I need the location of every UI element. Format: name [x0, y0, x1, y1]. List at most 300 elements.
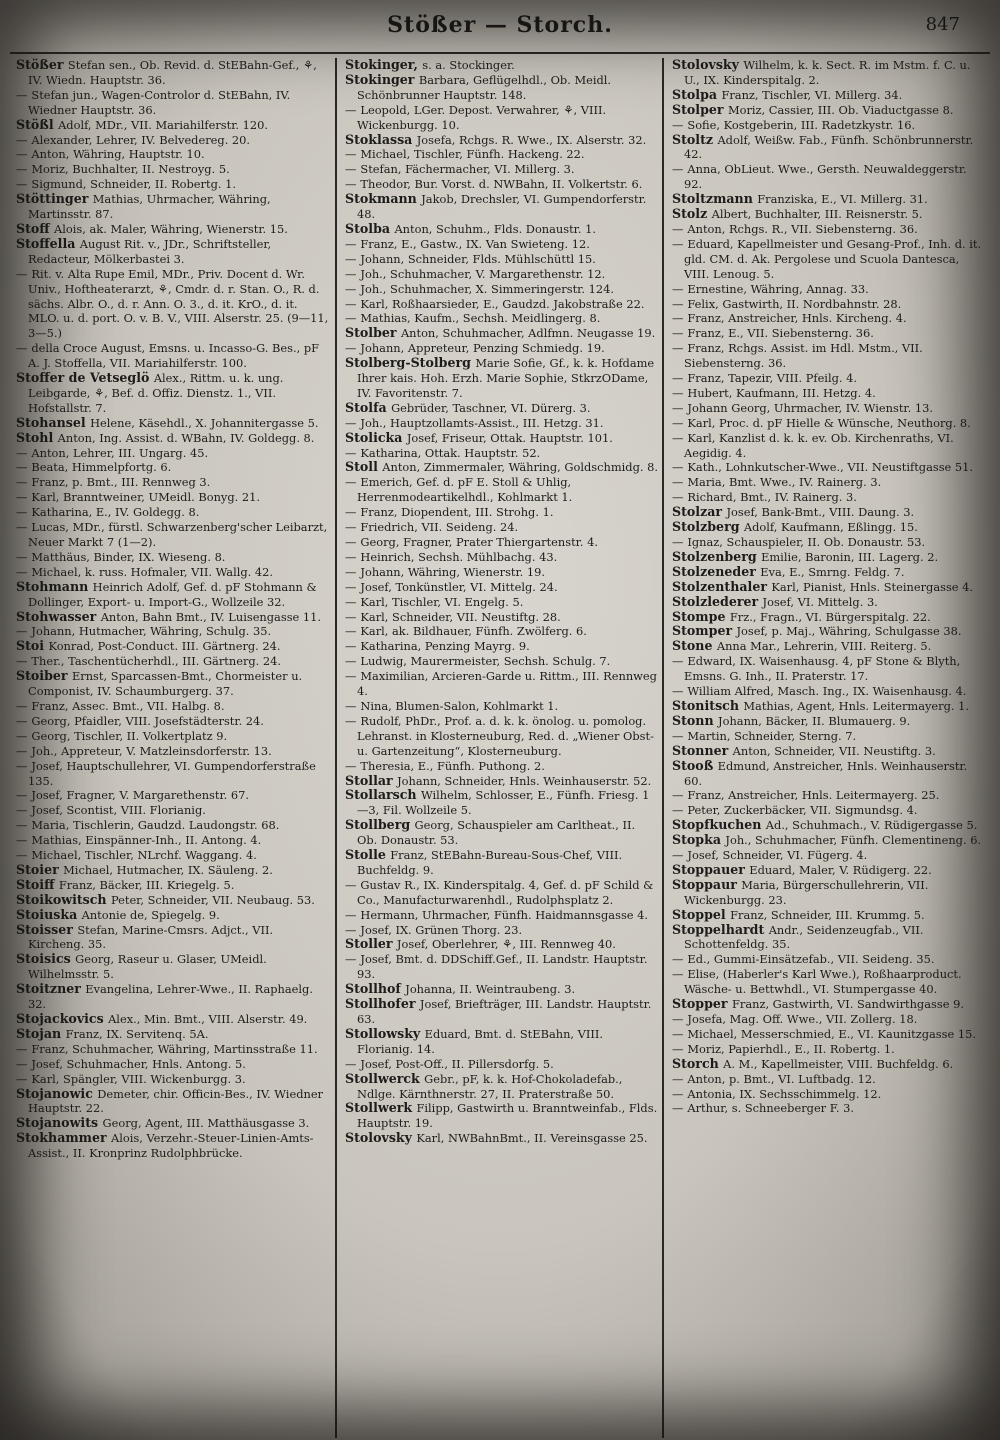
directory-entry — [345, 177, 658, 192]
entry-surname: Stojanowits — [16, 1115, 103, 1131]
directory-entry — [672, 1072, 985, 1087]
entry-details: Stefan jun., Wagen-Controlor d. StEBahn, IV. Wiedner Hauptstr. 36. — [28, 87, 291, 117]
entry-surname: Stoppaur — [672, 876, 742, 892]
entry-dash: — — [16, 162, 28, 177]
entry-surname: Stoltz — [672, 131, 718, 147]
entry-details: Heinrich Adolf, Gef. d. pF Stohmann & Dollinger, Export- u. Import-G., Wollzeile 32. — [28, 579, 317, 609]
entry-dash: — — [345, 698, 357, 713]
entry-dash: — — [672, 221, 684, 236]
entry-surname: Stohl — [16, 429, 58, 445]
directory-entry — [16, 222, 331, 237]
entry-dash: — — [672, 281, 684, 296]
entry-details: Rit. v. Alta Rupe Emil, MDr., Priv. Docent d. Wr. Univ., Hoftheaterarzt, ⚘, Cmdr. d. r. Stan. O., R. d. sächs. Albr. O., d. r. Ann. O. 3., d. it. KrO., d. it. MLO. u. d. port. O. v. B. V., VIII. Alserstr. 25. (9—11, 3—5.) — [28, 266, 329, 341]
directory-entry — [672, 222, 985, 237]
entry-dash: — — [672, 385, 684, 400]
entry-details: Eva, E., Smrng. Feldg. 7. — [760, 564, 905, 579]
entry-dash: — — [345, 594, 357, 609]
entry-details: Ludwig, Maurermeister, Sechsh. Schulg. 7. — [360, 654, 611, 669]
entry-details: Josef, Friseur, Ottak. Hauptstr. 101. — [406, 430, 613, 445]
entry-surname: Stolpa — [672, 86, 722, 102]
directory-entry — [672, 431, 985, 461]
directory-entry — [672, 460, 985, 475]
entry-dash: — — [16, 564, 28, 579]
entry-details: Josef, Fragner, V. Margarethenstr. 67. — [31, 788, 249, 803]
entry-details: Arthur, s. Schneeberger F. 3. — [687, 1101, 854, 1116]
directory-entry — [16, 550, 331, 565]
directory-entry — [345, 923, 658, 938]
entry-surname: Stollar — [345, 772, 398, 788]
entry-dash: — — [672, 684, 684, 699]
directory-entry — [672, 133, 985, 163]
entry-details: Richard, Bmt., IV. Rainerg. 3. — [687, 490, 857, 505]
directory-entry — [345, 446, 658, 461]
entry-details: Johann, Hutmacher, Währing, Schulg. 35. — [31, 624, 272, 639]
entry-dash: — — [672, 400, 684, 415]
entry-details: Nina, Blumen-Salon, Kohlmarkt 1. — [360, 698, 559, 713]
directory-entry — [345, 639, 658, 654]
directory-entry — [672, 58, 985, 88]
entry-details: Johanna, II. Weintraubeng. 3. — [405, 982, 576, 997]
entry-surname: Stolovsky — [672, 58, 744, 72]
entry-surname: Stomper — [672, 623, 737, 639]
entry-details: Anton, Währing, Hauptstr. 10. — [31, 147, 205, 162]
directory-entry — [345, 818, 658, 848]
entry-surname: Stoffella — [16, 235, 80, 251]
entry-details: Stefan, Fächermacher, VI. Millerg. 3. — [360, 162, 575, 177]
entry-details: Franziska, E., VI. Millerg. 31. — [757, 192, 928, 207]
entry-details: Alois, ak. Maler, Währing, Wienerstr. 15. — [54, 221, 288, 236]
entry-dash: — — [345, 281, 357, 296]
directory-entry — [672, 1027, 985, 1042]
entry-details: Franz, Anstreicher, Hnls. Kircheng. 4. — [687, 311, 907, 326]
directory-entry — [672, 848, 985, 863]
directory-entry — [345, 1101, 658, 1131]
directory-entry — [345, 341, 658, 356]
entry-surname: Stopper — [672, 996, 732, 1012]
directory-entry — [345, 311, 658, 326]
entry-surname: Stolba — [345, 220, 395, 236]
entry-details: Matthäus, Binder, IX. Wieseng. 8. — [31, 549, 226, 564]
directory-entry — [345, 416, 658, 431]
page-title: Stößer — Storch. — [387, 12, 613, 38]
column-middle — [335, 58, 662, 1438]
directory-entry — [16, 1072, 331, 1087]
entry-details: August Rit. v., JDr., Schriftsteller, Redacteur, Mölkerbastei 3. — [28, 236, 272, 266]
entry-details: Franz, E., Gastw., IX. Van Swieteng. 12. — [360, 236, 590, 251]
entry-surname: Stoppelhardt — [672, 921, 769, 937]
entry-details: Josef, Oberlehrer, ⚘, III. Rennweg 40. — [396, 937, 616, 952]
directory-entry — [345, 774, 658, 789]
directory-entry — [672, 550, 985, 565]
entry-dash: — — [345, 445, 357, 460]
entry-surname: Stolfa — [345, 399, 392, 415]
directory-entry — [672, 535, 985, 550]
entry-surname: Stojan — [16, 1025, 66, 1041]
entry-details: Johann, Währing, Wienerstr. 19. — [360, 564, 546, 579]
directory-entry — [345, 937, 658, 952]
entry-details: Maria, Tischlerin, Gaudzd. Laudongstr. 68. — [31, 818, 280, 833]
entry-surname: Stoff — [16, 220, 55, 236]
entry-surname: Stoisser — [16, 921, 78, 937]
entry-details: Michael, Hutmacher, IX. Säuleng. 2. — [63, 862, 273, 877]
directory-entry — [16, 714, 331, 729]
entry-details: Anton, Schuhmacher, Adlfmn. Neugasse 19. — [400, 326, 656, 341]
directory-entry — [345, 669, 658, 699]
directory-entry — [672, 744, 985, 759]
entry-details: Joh., Appreteur, V. Matzleinsdorferstr. 13. — [31, 743, 272, 758]
directory-entry — [16, 1131, 331, 1161]
entry-surname: Stöttinger — [16, 191, 93, 207]
directory-entry — [345, 1057, 658, 1072]
directory-entry — [16, 848, 331, 863]
entry-details: Ad., Schuhmach., V. Rüdigergasse 5. — [765, 818, 978, 833]
entry-dash: — — [345, 236, 357, 251]
directory-entry — [16, 341, 331, 371]
entry-dash: — — [345, 296, 357, 311]
directory-entry — [672, 729, 985, 744]
directory-entry — [16, 460, 331, 475]
entry-dash: — — [672, 728, 684, 743]
directory-entry — [672, 565, 985, 580]
directory-entry — [672, 475, 985, 490]
entry-details: Alex., Rittm. u. k. ung. Leibgarde, ⚘, Bef. d. Offiz. Dienstz. 1., VII. Hofstallstr. 7. — [28, 371, 284, 415]
entry-details: Franz, Anstreicher, Hnls. Leitermayerg. 25. — [687, 788, 940, 803]
directory-entry — [672, 416, 985, 431]
entry-details: Joh., Schuhmacher, V. Margarethenstr. 12. — [360, 266, 606, 281]
entry-details: Franz, Rchgs. Assist. im Hdl. Mstm., VII. Siebensterng. 36. — [684, 341, 923, 371]
entry-details: Karl, ak. Bildhauer, Fünfh. Zwölferg. 6. — [360, 624, 587, 639]
directory-entry — [345, 192, 658, 222]
entry-details: Ernst, Sparcassen-Bmt., Chormeister u. Componist, IV. Schaumburgerg. 37. — [28, 669, 303, 699]
entry-surname: Stoi — [16, 638, 49, 654]
entry-details: Moriz, Papierhdl., E., II. Robertg. 1. — [687, 1041, 895, 1056]
entry-dash: — — [16, 505, 28, 520]
entry-details: Konrad, Post-Conduct. III. Gärtnerg. 24. — [48, 639, 281, 654]
directory-entry — [345, 788, 658, 818]
entry-dash: — — [16, 549, 28, 564]
entry-dash: — — [672, 475, 684, 490]
entry-dash: — — [672, 1012, 684, 1026]
entry-dash: — — [672, 952, 684, 967]
entry-dash: — — [16, 87, 28, 102]
entry-details: Georg, Fragner, Prater Thiergartenstr. 4. — [360, 535, 598, 549]
entry-dash: — — [672, 415, 684, 430]
entry-details: Sigmund, Schneider, II. Robertg. 1. — [31, 177, 236, 192]
entry-surname: Stopfkuchen — [672, 817, 766, 833]
page-number: 847 — [925, 14, 960, 35]
directory-entry — [345, 848, 658, 878]
directory-entry — [16, 133, 331, 148]
entry-dash: — — [345, 952, 357, 967]
directory-entry — [16, 654, 331, 669]
entry-surname: Stolper — [672, 101, 728, 117]
column-left — [8, 58, 335, 1438]
entry-details: Franz, Schuhmacher, Währing, Martinsstraße 11. — [31, 1041, 318, 1056]
directory-entry — [345, 952, 658, 982]
directory-entry — [672, 967, 985, 997]
entry-surname: Stokmann — [345, 191, 422, 207]
directory-entry — [16, 490, 331, 505]
directory-entry — [672, 297, 985, 312]
entry-dash: — — [345, 877, 357, 892]
directory-entry — [672, 1101, 985, 1116]
entry-details: Gebrüder, Taschner, VI. Dürerg. 3. — [391, 400, 591, 415]
entry-details: Franz, StEBahn-Bureau-Sous-Chef, VIII. Buchfeldg. 9. — [357, 848, 623, 877]
directory-entry — [345, 475, 658, 505]
entry-details: Ignaz, Schauspieler, II. Ob. Donaustr. 53. — [687, 535, 926, 549]
entry-details: Georg, Pfaidler, VIII. Josefstädterstr. 24. — [31, 713, 264, 728]
entry-details: Beata, Himmelpfortg. 6. — [31, 460, 172, 475]
directory-entry — [672, 207, 985, 222]
directory-entry — [672, 759, 985, 789]
entry-details: Karl, Spängler, VIII. Wickenburgg. 3. — [31, 1071, 246, 1086]
entry-details: Eduard, Kapellmeister und Gesang-Prof., Inh. d. it. gld. CM. d. Ak. Pergolese und Scuola Dantesca, VIII. Lenoug. 5. — [684, 236, 982, 281]
directory-entry — [345, 908, 658, 923]
entry-surname: Stonn — [672, 712, 719, 728]
directory-entry — [345, 237, 658, 252]
entry-dash: — — [672, 1101, 684, 1116]
entry-details: Josef, Bmt. d. DDSchiff.Gef., II. Landstr. Hauptstr. 93. — [357, 952, 648, 982]
entry-details: Josef, Bank-Bmt., VIII. Daung. 3. — [726, 505, 915, 520]
entry-surname: Stößer — [16, 58, 68, 72]
entry-details: Evangelina, Lehrer-Wwe., II. Raphaelg. 32. — [28, 982, 313, 1012]
entry-details: Gebr., pF, k. k. Hof-Chokoladefab., Ndlge. Kärnthnerstr. 27, II. Praterstraße 50. — [357, 1071, 623, 1101]
entry-surname: Stolber — [345, 325, 401, 341]
entry-dash: — — [672, 371, 684, 386]
directory-entry — [345, 714, 658, 759]
entry-dash: — — [16, 728, 28, 743]
entry-details: Adolf, Weißw. Fab., Fünfh. Schönbrunnerstr. 42. — [684, 132, 974, 162]
entry-details: Elise, (Haberler's Karl Wwe.), Roßhaarproduct. Wäsche- u. Bettwhdl., VI. Stumpergasse 40. — [684, 967, 962, 997]
entry-details: s. a. Stockinger. — [422, 58, 515, 72]
entry-dash: — — [16, 788, 28, 803]
entry-details: Albert, Buchhalter, III. Reisnerstr. 5. — [711, 207, 923, 222]
entry-surname: Stolzar — [672, 504, 727, 520]
entry-details: Felix, Gastwirth, II. Nordbahnstr. 28. — [687, 296, 902, 311]
entry-dash: — — [345, 266, 357, 281]
entry-details: Michael, Messerschmied, E., VI. Kaunitzgasse 15. — [687, 1026, 976, 1041]
directory-entry — [16, 1027, 331, 1042]
entry-details: Lucas, MDr., fürstl. Schwarzenberg'scher Leibarzt, Neuer Markt 7 (1—2). — [28, 520, 328, 549]
entry-details: Franz, p. Bmt., III. Rennweg 3. — [31, 475, 211, 490]
entry-dash: — — [672, 788, 684, 803]
entry-details: Mathias, Uhrmacher, Währing, Martinsstr. 87. — [28, 192, 271, 222]
directory-entry — [672, 639, 985, 654]
entry-details: Theodor, Bur. Vorst. d. NWBahn, II. Volkertstr. 6. — [360, 177, 643, 192]
entry-surname: Stollowsky — [345, 1025, 425, 1041]
entry-surname: Stohmann — [16, 578, 93, 594]
entry-surname: Stonitsch — [672, 697, 744, 713]
entry-dash: — — [345, 177, 357, 192]
entry-surname: Stoller — [345, 936, 397, 952]
directory-entry — [16, 505, 331, 520]
directory-entry — [345, 103, 658, 133]
entry-details: Jakob, Drechsler, VI. Gumpendorferstr. 48. — [357, 192, 647, 222]
entry-details: Johann, Bäcker, II. Blumauerg. 9. — [718, 713, 911, 728]
entry-details: Karl, Pianist, Hnls. Steinergasse 4. — [771, 579, 974, 594]
entry-details: Emerich, Gef. d. pF E. Stoll & Uhlig, Herrenmodeartikelhdl., Kohlmarkt 1. — [357, 475, 573, 505]
directory-entry — [672, 863, 985, 878]
entry-details: Karl, Tischler, VI. Engelg. 5. — [360, 594, 524, 609]
entry-surname: Stooß — [672, 757, 718, 773]
entry-details: Josef, IX. Grünen Thorg. 23. — [360, 922, 523, 937]
directory-entry — [345, 356, 658, 401]
directory-entry — [16, 177, 331, 192]
entry-dash: — — [16, 848, 28, 863]
directory-entry — [345, 580, 658, 595]
directory-entry — [345, 550, 658, 565]
entry-details: Helene, Käsehdl., X. Johannitergasse 5. — [90, 415, 319, 430]
entry-details: Peter, Schneider, VII. Neubaug. 53. — [110, 892, 315, 907]
entry-surname: Stoitzner — [16, 981, 86, 997]
entry-dash: — — [16, 1071, 28, 1086]
entry-dash: — — [345, 1056, 357, 1071]
entry-details: Franz, Gastwirth, VI. Sandwirthgasse 9. — [731, 997, 964, 1012]
entry-dash: — — [16, 460, 28, 475]
directory-entry — [16, 669, 331, 699]
entry-details: Demeter, chir. Officin-Bes., IV. Wiedner Hauptstr. 22. — [28, 1086, 324, 1116]
directory-entry — [16, 908, 331, 923]
entry-details: Anton, Schuhm., Flds. Donaustr. 1. — [394, 221, 596, 236]
entry-details: Josef, Tonkünstler, VI. Mittelg. 24. — [360, 579, 558, 594]
entry-dash: — — [672, 803, 684, 818]
entry-surname: Stokinger, — [345, 58, 423, 72]
entry-details: Josef, Post-Off., II. Pillersdorfg. 5. — [360, 1056, 554, 1071]
entry-details: Johann, Schneider, Flds. Mühlschüttl 15. — [360, 251, 596, 266]
directory-entry — [672, 610, 985, 625]
directory-entry — [672, 923, 985, 953]
entry-details: Anna Mar., Lehrerin, VIII. Reiterg. 5. — [716, 639, 932, 654]
directory-entry — [16, 58, 331, 88]
directory-entry — [345, 520, 658, 535]
entry-details: Katharina, E., IV. Goldegg. 8. — [31, 505, 200, 520]
entry-dash: — — [345, 564, 357, 579]
entry-dash: — — [345, 624, 357, 639]
entry-details: Gustav R., IX. Kinderspitalg. 4, Gef. d. pF Schild & Co., Manufacturwarenhdl., Rudolphsplatz 2. — [357, 877, 654, 907]
entry-surname: Stoikowitsch — [16, 891, 111, 907]
directory-entry — [345, 133, 658, 148]
entry-details: Franz, Bäcker, III. Kriegelg. 5. — [58, 877, 235, 892]
entry-details: Frz., Fragn., VI. Bürgerspitalg. 22. — [729, 609, 931, 624]
entry-details: della Croce August, Emsns. u. Incasso-G. Bes., pF A. J. Stoffella, VII. Mariahilferstr. 100. — [28, 341, 320, 371]
directory-entry — [16, 565, 331, 580]
entry-details: Mathias, Agent, Hnls. Leitermayerg. 1. — [743, 698, 970, 713]
directory-entry — [16, 759, 331, 789]
directory-entry — [16, 639, 331, 654]
entry-surname: Stoppauer — [672, 861, 750, 877]
directory-entry — [672, 684, 985, 699]
directory-entry — [345, 878, 658, 908]
entry-surname: Stollhofer — [345, 996, 420, 1012]
entry-details: Adolf, MDr., VII. Mariahilferstr. 120. — [58, 117, 269, 132]
entry-dash: — — [16, 743, 28, 758]
entry-dash: — — [345, 654, 357, 669]
directory-entry — [16, 788, 331, 803]
directory-entry — [16, 520, 331, 550]
directory-entry — [672, 818, 985, 833]
entry-dash: — — [16, 341, 28, 356]
entry-surname: Stojanowic — [16, 1085, 98, 1101]
entry-surname: Stokinger — [345, 71, 419, 87]
entry-details: Karl, Proc. d. pF Hielle & Wünsche, Neuthorg. 8. — [687, 415, 971, 430]
entry-details: Michael, Tischler, NLrchf. Waggang. 4. — [31, 848, 257, 863]
directory-entry — [672, 595, 985, 610]
entry-details: Josef, VI. Mittelg. 3. — [762, 594, 878, 609]
entry-dash: — — [16, 1041, 28, 1056]
entry-details: Johann, Schneider, Hnls. Weinhauserstr. 52. — [397, 773, 652, 788]
entry-details: Stefan, Marine-Cmsrs. Adjct., VII. Kircheng. 35. — [28, 922, 274, 952]
directory-entry — [672, 341, 985, 371]
entry-details: Ther., Taschentücherhdl., III. Gärtnerg. 24. — [31, 654, 282, 669]
directory-entry — [672, 699, 985, 714]
directory-entry — [16, 1087, 331, 1117]
entry-details: Leopold, LGer. Depost. Verwahrer, ⚘, VIII. Wickenburgg. 10. — [357, 102, 607, 132]
entry-details: Karl, Schneider, VII. Neustiftg. 28. — [360, 609, 561, 624]
entry-details: Hermann, Uhrmacher, Fünfh. Haidmannsgasse 4. — [360, 907, 649, 922]
entry-surname: Stollwerck — [345, 1070, 425, 1086]
directory-entry — [345, 1072, 658, 1102]
directory-entry — [16, 952, 331, 982]
entry-details: Franz, Tischler, VI. Millerg. 34. — [721, 87, 903, 102]
entry-details: Anton, Schneider, VII. Neustiftg. 3. — [732, 743, 936, 758]
entry-details: Rudolf, PhDr., Prof. a. d. k. k. önolog. u. pomolog. Lehranst. in Klosterneuburg, Red. d. „Wiener Obst- u. Gartenzeitung“, Klosterneuburg. — [357, 713, 654, 758]
directory-entry — [345, 1027, 658, 1057]
entry-details: Barbara, Geflügelhdl., Ob. Meidl. Schönbrunner Hauptstr. 148. — [357, 72, 612, 102]
directory-entry — [345, 982, 658, 997]
directory-entry — [672, 371, 985, 386]
directory-entry — [672, 282, 985, 297]
entry-dash: — — [16, 147, 28, 162]
entry-dash: — — [345, 311, 357, 326]
entry-surname: Stolzeneder — [672, 563, 761, 579]
directory-entry — [345, 997, 658, 1027]
entry-details: Georg, Agent, III. Matthäusgasse 3. — [102, 1116, 310, 1131]
entry-details: Karl, Branntweiner, UMeidl. Bonyg. 21. — [31, 490, 260, 505]
entry-details: Franz, IX. Servitenq. 5A. — [65, 1026, 209, 1041]
entry-details: Heinrich, Sechsh. Mühlbachg. 43. — [360, 549, 558, 564]
entry-dash: — — [16, 445, 28, 460]
entry-surname: Stonner — [672, 742, 733, 758]
directory-entry — [345, 222, 658, 237]
entry-details: Filipp, Gastwirth u. Branntweinfab., Flds. Hauptstr. 19. — [357, 1101, 658, 1131]
entry-surname: Stolicka — [345, 429, 407, 445]
entry-dash: — — [16, 833, 28, 848]
directory-entry — [672, 997, 985, 1012]
directory-entry — [345, 610, 658, 625]
directory-entry — [672, 803, 985, 818]
entry-details: Josefa, Rchgs. R. Wwe., IX. Alserstr. 32. — [416, 132, 647, 147]
entry-surname: Stollarsch — [345, 787, 421, 803]
directory-entry — [345, 595, 658, 610]
entry-surname: Stojackovics — [16, 1011, 109, 1026]
directory-entry — [345, 297, 658, 312]
directory-entry — [672, 1012, 985, 1027]
directory-entry — [672, 1087, 985, 1102]
directory-entry — [345, 431, 658, 446]
directory-entry — [345, 759, 658, 774]
entry-dash: — — [345, 549, 357, 564]
entry-details: Karl, Roßhaarsieder, E., Gaudzd. Jakobstraße 22. — [360, 296, 645, 311]
directory-entry — [345, 267, 658, 282]
entry-details: Katharina, Penzing Mayrg. 9. — [360, 639, 530, 654]
entry-dash: — — [345, 251, 357, 266]
entry-details: Josef, Scontist, VIII. Florianig. — [31, 803, 206, 818]
entry-details: Martin, Schneider, Sterng. 7. — [687, 728, 857, 743]
entry-surname: Stohansel — [16, 414, 91, 430]
entry-dash: — — [16, 490, 28, 505]
entry-dash: — — [345, 669, 357, 684]
entry-dash: — — [672, 848, 684, 863]
